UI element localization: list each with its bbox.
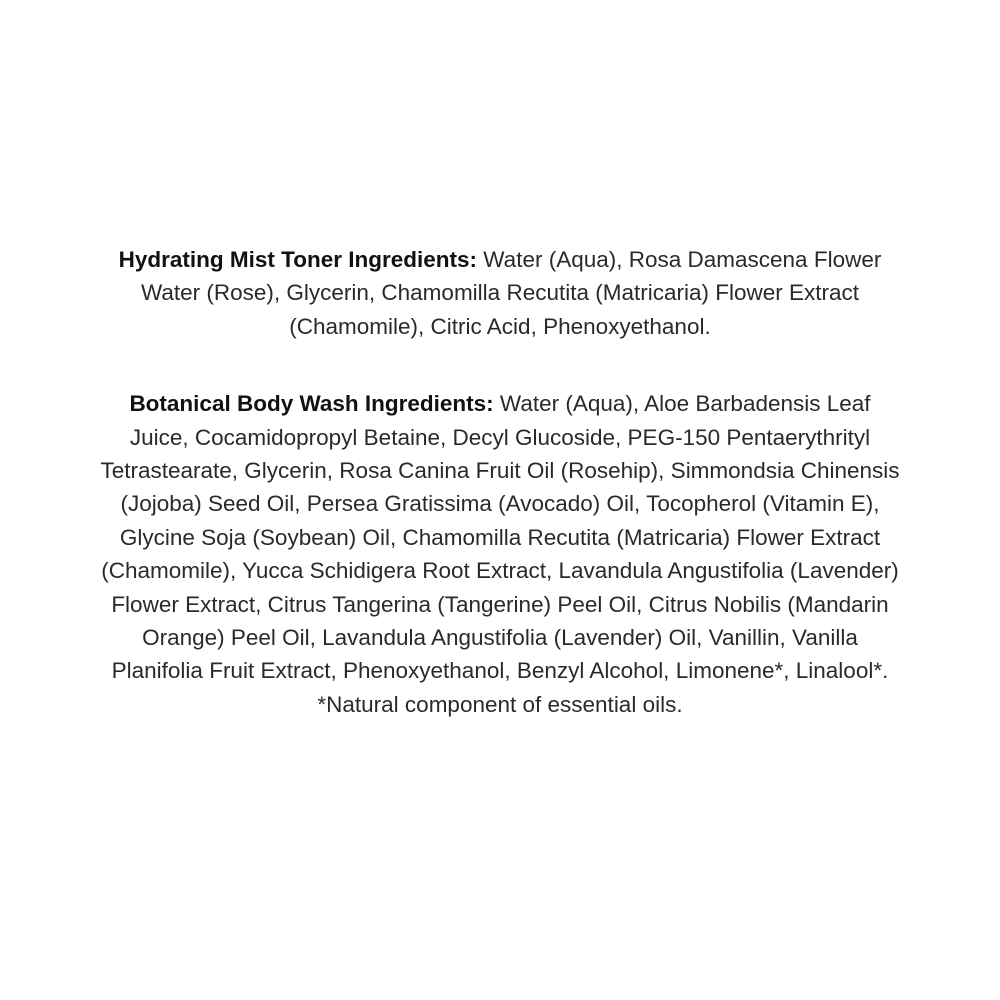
hydrating-mist-toner-ingredients	[100, 243, 900, 343]
section-text: Water (Aqua), Rosa Damascena Flower Water (Rose), Glycerin, Chamomilla Recutita (Matricaria) Flower Extract (Chamomile), Citric Acid, Phenoxyethanol.	[140, 247, 882, 339]
section-label: Botanical Body Wash Ingredients:	[129, 391, 494, 417]
botanical-body-wash-ingredients	[100, 387, 900, 721]
section-text: Water (Aqua), Aloe Barbadensis Leaf Juice, Cocamidopropyl Betaine, Decyl Glucoside, PEG-150 Pentaerythrityl Tetrastearate, Glycerin, Rosa Canina Fruit Oil (Rosehip), Simmondsia Chinensis (Jojoba) Seed Oil, Persea Gratissima (Avocado) Oil, Tocopherol (Vitamin E), Glycine Soja (Soybean) Oil, Chamomilla Recutita (Matricaria) Flower Extract (Chamomile), Yucca Schidigera Root Extract, Lavandula Angustifolia (Lavender) Flower Extract, Citrus Tangerina (Tangerine) Peel Oil, Citrus Nobilis (Mandarin Orange) Peel Oil, Lavandula Angustifolia (Lavender) Oil, Vanillin, Vanilla Planifolia Fruit Extract, Phenoxyethanol, Benzyl Alcohol, Limonene*, Linalool*. *Natural component of essential oils.	[100, 391, 900, 717]
section-label: Hydrating Mist Toner Ingredients:	[118, 247, 478, 272]
ingredients-document	[100, 243, 900, 721]
